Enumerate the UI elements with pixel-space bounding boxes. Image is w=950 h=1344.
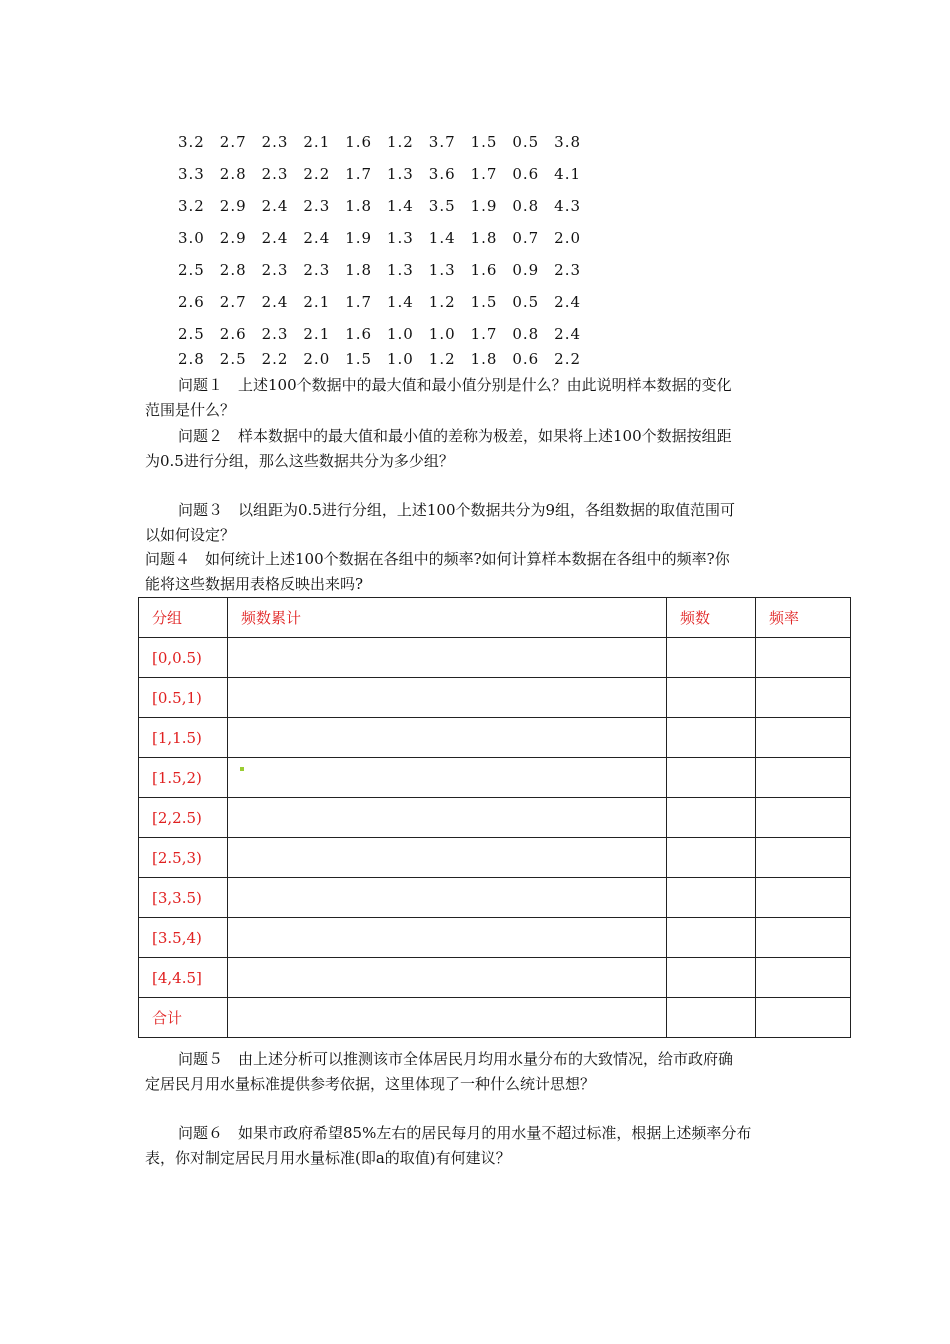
data-value: 2.1 [303,133,331,151]
group-label: [0,0.5) [139,638,228,678]
question-5-line2: 定居民月用水量标准提供参考依据，这里体现了一种什么统计思想？ [145,1075,596,1093]
table-row [139,798,851,838]
question-2-line1: 问题２ 样本数据中的最大值和最小值的差称为极差，如果将上述100个数据按组距 [178,427,732,445]
tally-cell [228,758,667,798]
data-value: 1.2 [386,133,414,151]
group-label: [0.5,1) [139,678,228,718]
question-3-line1: 问题３ 以组距为0.5进行分组，上述100个数据共分为9组，各组数据的取值范围可 [178,501,736,519]
data-value: 1.6 [470,261,498,279]
data-row [178,261,596,293]
table-header-row [139,598,851,638]
green-dot-mark [240,767,244,771]
data-value: 1.8 [470,350,498,368]
count-cell [667,758,756,798]
group-label: 合计 [139,998,228,1038]
data-value: 2.2 [554,350,582,368]
tally-cell [228,998,667,1038]
table-row [139,998,851,1038]
question-4 [145,547,825,597]
table-row [139,758,851,798]
table-row [139,958,851,998]
data-value: 3.6 [428,165,456,183]
data-value: 3.0 [178,229,205,247]
header-group: 分组 [139,598,228,638]
data-value: 2.3 [261,133,289,151]
tally-cell [228,838,667,878]
data-value: 0.9 [512,261,540,279]
data-value: 1.3 [386,261,414,279]
data-value: 1.8 [345,261,373,279]
data-value: 2.2 [261,350,289,368]
data-value: 1.0 [428,325,456,343]
frequency-cell [756,998,851,1038]
frequency-cell [756,758,851,798]
data-row [178,165,596,197]
question-3-line2: 以如何设定？ [145,526,236,544]
question-4-line2: 能将这些数据用表格反映出来吗? [145,575,364,593]
frequency-cell [756,838,851,878]
frequency-cell [756,798,851,838]
data-value: 2.4 [261,293,289,311]
data-row [178,229,596,261]
data-value: 1.3 [428,261,456,279]
data-value: 3.5 [428,197,456,215]
frequency-cell [756,718,851,758]
data-value: 2.7 [219,293,247,311]
data-value: 2.9 [219,229,247,247]
data-value: 1.9 [470,197,498,215]
data-value: 0.6 [512,165,540,183]
data-value: 1.2 [428,350,456,368]
data-value: 2.7 [219,133,247,151]
data-value: 2.5 [219,350,247,368]
data-value: 2.3 [554,261,582,279]
data-value: 2.5 [178,325,205,343]
tally-cell [228,918,667,958]
data-value: 2.3 [261,165,289,183]
data-value: 2.8 [219,261,247,279]
data-value: 0.5 [512,293,540,311]
question-2-line2: 为0.5进行分组，那么这些数据共分为多少组？ [145,452,454,470]
group-label: [2,2.5) [139,798,228,838]
count-cell [667,798,756,838]
count-cell [667,878,756,918]
table-row [139,838,851,878]
data-value: 1.8 [345,197,373,215]
frequency-cell [756,638,851,678]
count-cell [667,998,756,1038]
data-value: 2.9 [219,197,247,215]
group-label: [2.5,3) [139,838,228,878]
question-4-line1: 问题４ 如何统计上述100个数据在各组中的频率?如何计算样本数据在各组中的频率?你 [145,550,730,568]
question-3 [145,498,825,548]
table-row [139,718,851,758]
data-value: 2.1 [303,293,331,311]
data-value: 2.6 [219,325,247,343]
count-cell [667,958,756,998]
frequency-table [138,597,851,1038]
data-value: 1.6 [345,325,373,343]
data-value: 2.2 [303,165,331,183]
group-label: [4,4.5] [139,958,228,998]
tally-cell [228,798,667,838]
count-cell [667,718,756,758]
table-row [139,638,851,678]
data-value: 1.8 [470,229,498,247]
data-value: 2.3 [303,261,331,279]
tally-cell [228,958,667,998]
data-value: 2.4 [554,325,582,343]
data-value: 2.3 [261,261,289,279]
data-value: 2.4 [261,229,289,247]
question-1-line1: 问题１ 上述100个数据中的最大值和最小值分别是什么？由此说明样本数据的变化 [178,376,732,394]
data-value: 2.8 [219,165,247,183]
group-label: [1.5,2) [139,758,228,798]
data-value: 4.1 [554,165,582,183]
data-value: 1.0 [386,325,414,343]
data-value: 2.3 [303,197,331,215]
data-value: 0.6 [512,350,540,368]
data-row [178,133,596,165]
data-value: 3.8 [554,133,582,151]
data-value: 1.2 [428,293,456,311]
data-value: 2.0 [303,350,331,368]
header-tally: 频数累计 [228,598,667,638]
frequency-cell [756,878,851,918]
data-value: 0.5 [512,133,540,151]
data-value: 1.6 [345,133,373,151]
data-value: 1.5 [470,133,498,151]
data-row [178,197,596,229]
header-frequency: 频率 [756,598,851,638]
data-value: 1.5 [470,293,498,311]
data-value: 1.3 [386,165,414,183]
data-value: 1.4 [386,293,414,311]
question-6-line1: 问题６ 如果市政府希望85%左右的居民每月的用水量不超过标准，根据上述频率分布 [178,1124,752,1142]
frequency-cell [756,678,851,718]
group-label: [3,3.5) [139,878,228,918]
data-value: 2.8 [178,350,205,368]
data-value: 2.1 [303,325,331,343]
data-row [178,293,596,325]
data-value: 1.7 [345,165,373,183]
data-value: 1.7 [470,165,498,183]
data-value: 1.3 [386,229,414,247]
data-value: 2.6 [178,293,205,311]
question-6-line2: 表，你对制定居民月用水量标准(即a的取值)有何建议？ [145,1149,511,1167]
data-value: 1.5 [345,350,373,368]
tally-cell [228,638,667,678]
data-value: 2.4 [554,293,582,311]
frequency-cell [756,958,851,998]
data-value: 0.7 [512,229,540,247]
question-5 [145,1047,825,1097]
question-1 [145,373,825,423]
data-value: 1.7 [345,293,373,311]
frequency-cell [756,918,851,958]
data-value: 3.2 [178,133,205,151]
data-value: 3.7 [428,133,456,151]
count-cell [667,838,756,878]
tally-cell [228,678,667,718]
tally-cell [228,718,667,758]
data-value: 2.4 [303,229,331,247]
question-5-line1: 问题５ 由上述分析可以推测该市全体居民月均用水量分布的大致情况，给市政府确 [178,1050,734,1068]
table-body [139,638,851,1038]
table-row [139,878,851,918]
data-value: 0.8 [512,325,540,343]
table-row [139,918,851,958]
data-value: 0.8 [512,197,540,215]
group-label: [1,1.5) [139,718,228,758]
tally-cell [228,878,667,918]
count-cell [667,918,756,958]
data-value: 2.4 [261,197,289,215]
data-value: 1.0 [386,350,414,368]
sample-data-grid [178,133,596,382]
question-6 [145,1121,825,1171]
data-value: 4.3 [554,197,582,215]
data-value: 1.4 [386,197,414,215]
question-2 [145,424,825,474]
table-row [139,678,851,718]
data-value: 1.7 [470,325,498,343]
data-value: 2.5 [178,261,205,279]
data-row [178,325,596,350]
data-value: 3.3 [178,165,205,183]
data-value: 1.4 [428,229,456,247]
data-value: 1.9 [345,229,373,247]
question-1-line2: 范围是什么？ [145,401,236,419]
data-value: 2.0 [554,229,582,247]
group-label: [3.5,4) [139,918,228,958]
count-cell [667,638,756,678]
header-count: 频数 [667,598,756,638]
data-value: 2.3 [261,325,289,343]
count-cell [667,678,756,718]
data-value: 3.2 [178,197,205,215]
